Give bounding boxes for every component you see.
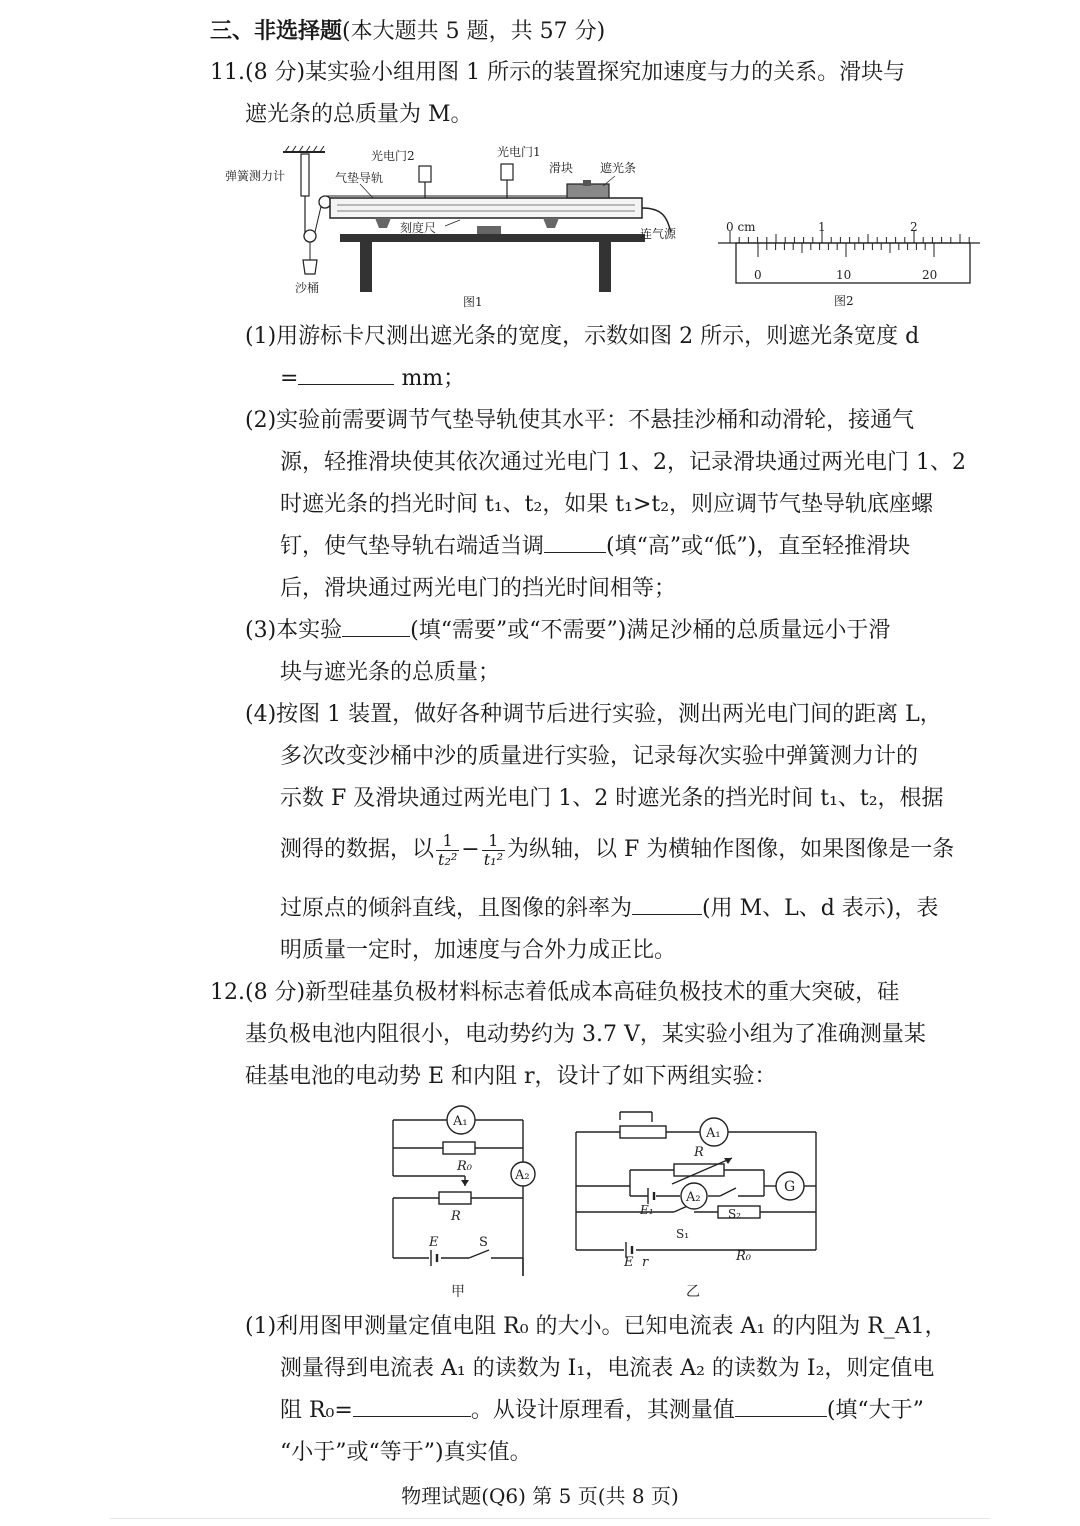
q11-p2-text-post: (填“高”或“低”)，直至轻推滑块 <box>606 534 911 559</box>
section-heading <box>210 16 605 47</box>
ammeter-a2-label-b: A₂ <box>686 1190 701 1205</box>
q11-p4-line-e <box>280 894 938 924</box>
q11-p2-line-d <box>280 532 910 562</box>
q11-p4e-text-post: (用 M、L、d 表示)，表 <box>702 896 939 921</box>
q12-p1-line-b: 测量得到电流表 A₁ 的读数为 I₁，电流表 A₂ 的读数为 I₂，则定值电 <box>280 1356 935 1381</box>
q11-p1-equals: = <box>280 366 299 391</box>
q11-answer-blank-adjust[interactable] <box>544 532 606 553</box>
switch-s-label: S <box>479 1235 488 1250</box>
q11-p2-line-a: (2)实验前需要调节气垫导轨使其水平：不悬挂沙桶和动滑轮，接通气 <box>245 408 915 433</box>
ammeter-a1-label: A₁ <box>453 1114 468 1129</box>
q12-answer-blank-r0[interactable] <box>353 1396 471 1417</box>
q11-p4e-text-pre: 过原点的倾斜直线，且图像的斜率为 <box>280 896 633 921</box>
q12-line2: 基负极电池内阻很小，电动势约为 3.7 V，某实验小组为了准确测量某 <box>245 1022 926 1047</box>
battery-e-label-b: E <box>624 1255 634 1270</box>
q11-p3-text-post: (填“需要”或“不需要”)满足沙桶的总质量远小于滑 <box>410 618 891 643</box>
q11-p1-line-a: (1)用游标卡尺测出遮光条的宽度，示数如图 2 所示，则遮光条宽度 d <box>245 324 920 349</box>
q11-p3-line-a <box>245 616 890 646</box>
q11-p2-line-b: 源，轻推滑块使其依次通过光电门 1、2，记录滑块通过两光电门 1、2 <box>280 450 966 475</box>
q12-p1-line-a: (1)利用图甲测量定值电阻 R₀ 的大小。已知电流表 A₁ 的内阻为 R_A1， <box>245 1314 947 1339</box>
q12-answer-blank-compare[interactable] <box>735 1396 827 1417</box>
vernier-scale-10: 10 <box>836 268 852 282</box>
circuit-jia-caption: 甲 <box>451 1284 465 1300</box>
q11-line1: 11.(8 分)某实验小组用图 1 所示的装置探究加速度与力的关系。滑块与 <box>210 60 906 85</box>
fraction-inverse-t2-squared: $\frac{1}{\text{t₂²}}$ <box>438 830 458 869</box>
vernier-scale-20: 20 <box>922 268 938 282</box>
vernier-main-2: 2 <box>910 220 918 234</box>
q12-p1c-text-post: (填“大于” <box>826 1398 924 1423</box>
section-subtitle: (本大题共 5 题，共 57 分) <box>342 19 606 44</box>
figure-2-vernier <box>718 215 986 315</box>
vernier-main-1: 1 <box>818 220 826 234</box>
q11-p4-line-d <box>280 828 954 872</box>
label-air-source: 连气源 <box>640 227 677 241</box>
battery-e-label: E <box>429 1235 439 1250</box>
q11-p2-line-c: 时遮光条的挡光时间 t₁、t₂，如果 t₁>t₂，则应调节气垫导轨底座螺 <box>280 492 934 517</box>
q11-answer-blank-d[interactable] <box>298 364 394 385</box>
q11-p4-text-pre: 测得的数据，以 <box>280 837 435 862</box>
label-air-track: 气垫导轨 <box>335 171 384 185</box>
galvanometer-g-label: G <box>784 1179 796 1195</box>
circuit-yi <box>568 1100 828 1305</box>
section-title: 三、非选择题 <box>210 18 343 44</box>
ammeter-a1-label-b: A₁ <box>706 1126 721 1141</box>
circuit-yi-caption: 乙 <box>686 1284 700 1300</box>
q12-p1c-text-pre: 阻 R₀= <box>280 1398 353 1423</box>
q11-answer-blank-slope[interactable] <box>632 894 702 915</box>
figure-1-apparatus <box>215 140 695 315</box>
q11-p4-line-f: 明质量一定时，加速度与合外力成正比。 <box>280 938 677 963</box>
q11-p2-text-pre: 钉，使气垫导轨右端适当调 <box>280 534 545 559</box>
label-ruler: 刻度尺 <box>400 221 437 235</box>
q11-p1-unit: mm； <box>401 366 466 391</box>
q11-p3-line-b: 块与遮光条的总质量； <box>280 660 501 685</box>
bottom-rule <box>110 1518 990 1519</box>
label-gate1: 光电门1 <box>497 145 541 159</box>
vernier-scale-0: 0 <box>754 268 762 282</box>
q12-p1-line-d: “小于”或“等于”)真实值。 <box>280 1440 532 1465</box>
switch-s2-label: S₂ <box>728 1207 742 1221</box>
vernier-unit: 0 cm <box>726 220 756 234</box>
q12-p1-line-c <box>280 1396 924 1426</box>
q12-line3: 硅基电池的电动势 E 和内阻 r，设计了如下两组实验： <box>245 1064 777 1089</box>
q11-p2-line-e: 后，滑块通过两光电门的挡光时间相等； <box>280 576 677 601</box>
rheostat-r-label: R <box>451 1209 461 1224</box>
label-spring-scale: 弹簧测力计 <box>225 169 286 183</box>
minus-sign: − <box>461 837 480 862</box>
q11-answer-blank-need[interactable] <box>342 616 410 637</box>
label-slider: 滑块 <box>549 161 574 175</box>
ammeter-a2-label: A₂ <box>515 1168 530 1183</box>
label-gate2: 光电门2 <box>371 149 415 163</box>
q11-p4-line-b: 多次改变沙桶中沙的质量进行实验，记录每次实验中弹簧测力计的 <box>280 744 919 769</box>
q11-p1-line-b <box>280 364 465 394</box>
label-shade: 遮光条 <box>600 161 637 175</box>
q11-p4-text-post: 为纵轴，以 F 为横轴作图像，如果图像是一条 <box>506 837 955 862</box>
q11-p3-text-pre: (3)本实验 <box>245 618 343 643</box>
label-bucket: 沙桶 <box>295 281 320 295</box>
fraction-inverse-t1-squared: $\frac{1}{\text{t₁²}}$ <box>483 830 503 869</box>
battery-e1-label: E₁ <box>640 1203 654 1217</box>
rheostat-r-label-b: R <box>694 1145 704 1160</box>
page-footer: 物理试题(Q6) 第 5 页(共 8 页) <box>401 1484 679 1508</box>
internal-r-label: r <box>642 1255 649 1270</box>
q11-line2: 遮光条的总质量为 M。 <box>245 102 473 127</box>
switch-s1-label: S₁ <box>676 1227 690 1241</box>
circuit-jia <box>385 1100 545 1305</box>
figure-2-caption: 图2 <box>834 294 854 308</box>
q12-line1: 12.(8 分)新型硅基负极材料标志着低成本高硅负极技术的重大突破，硅 <box>210 980 900 1005</box>
resistor-r0-label-b: R₀ <box>736 1249 751 1264</box>
figure-1-caption: 图1 <box>463 295 483 309</box>
q11-p4-line-c: 示数 F 及滑块通过两光电门 1、2 时遮光条的挡光时间 t₁、t₂，根据 <box>280 786 944 811</box>
resistor-r0-label: R₀ <box>457 1159 472 1174</box>
q11-p4-line-a: (4)按图 1 装置，做好各种调节后进行实验，测出两光电门间的距离 L， <box>245 702 942 727</box>
q12-p1c-text-mid: 。从设计原理看，其测量值 <box>470 1398 735 1423</box>
